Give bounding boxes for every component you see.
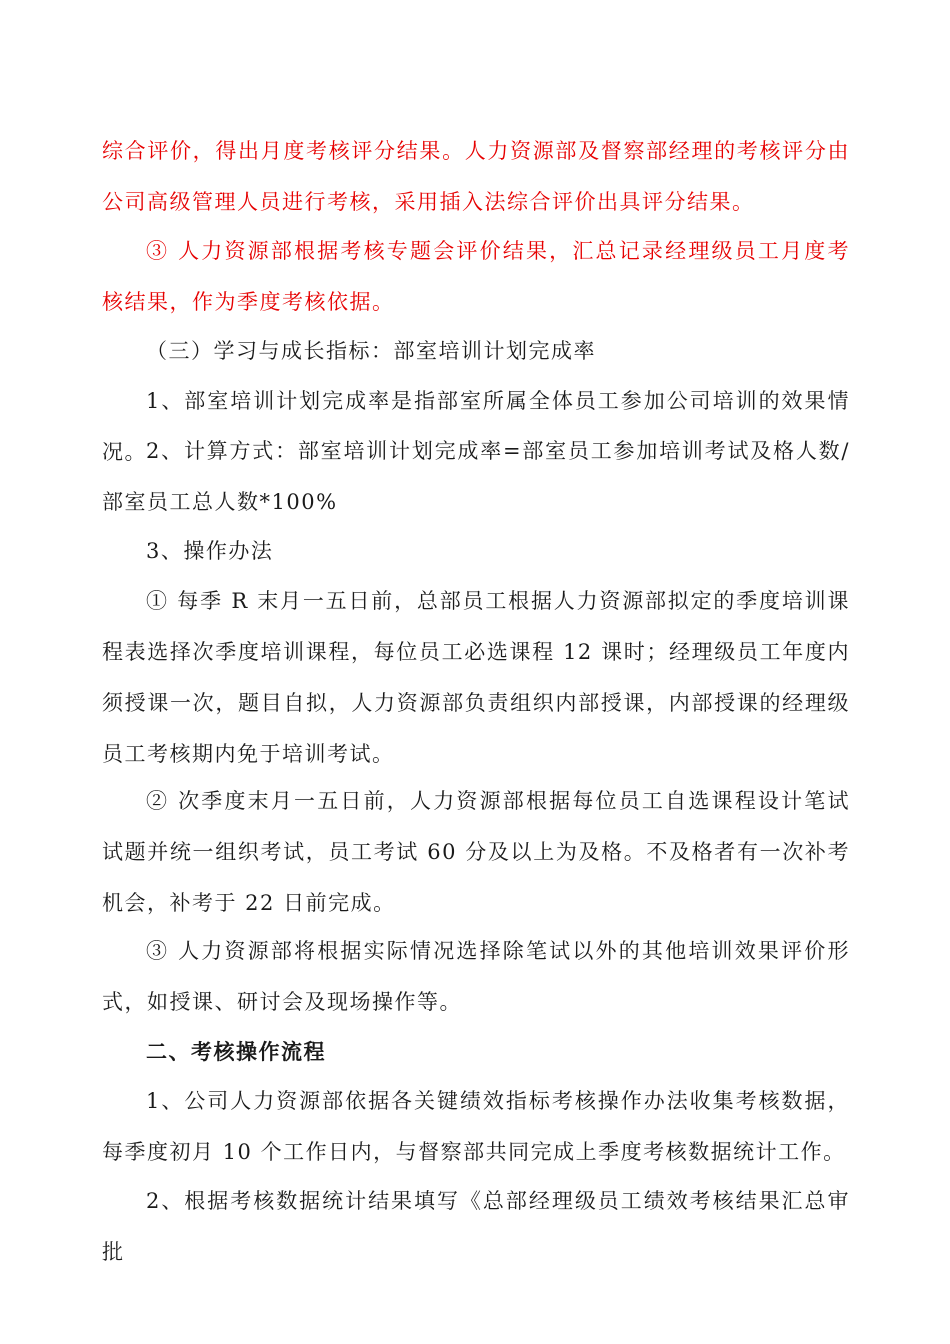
section-heading-process: 二、考核操作流程 [146,1039,326,1064]
paragraph-course-selection: ① 每季 R 末月一五日前，总部员工根据人力资源部拟定的季度培训课程表选择次季度培训课程，每位员工必选课程 12 课时；经理级员工年度内须授课一次，题目自拟，人力资源部负责组织内部授课，内部授课的经理级员工考核期内免于培训考试。 [102,589,850,766]
paragraph-definition: 1、部室培训计划完成率是指部室所属全体员工参加公司培训的效果情况。 [102,389,850,464]
paragraph-calculation: 2、计算方式：部室培训计划完成率=部室员工参加培训考试及格人数/部室员工总人数*100% [102,439,850,514]
paragraph-exam-organization: ② 次季度末月一五日前，人力资源部根据每位员工自选课程设计笔试试题并统一组织考试，员工考试 60 分及以上为及格。不及格者有一次补考机会，补考于 22 日前完成。 [102,789,850,915]
paragraph-other-evaluation: ③ 人力资源部将根据实际情况选择除笔试以外的其他培训效果评价形式，如授课、研讨会及现场操作等。 [102,939,850,1014]
paragraph-summary-record: ③ 人力资源部根据考核专题会评价结果，汇总记录经理级员工月度考核结果，作为季度考核依据。 [102,239,850,314]
paragraph-fill-form: 2、根据考核数据统计结果填写《总部经理级员工绩效考核结果汇总审批 [102,1189,850,1264]
section-heading-learning-growth: （三）学习与成长指标：部室培训计划完成率 [146,339,596,363]
paragraph-data-collection: 1、公司人力资源部依据各关键绩效指标考核操作办法收集考核数据，每季度初月 10 个工作日内，与督察部共同完成上季度考核数据统计工作。 [102,1089,850,1164]
paragraph-continued-evaluation: 综合评价，得出月度考核评分结果。人力资源部及督察部经理的考核评分由公司高级管理人员进行考核，采用插入法综合评价出具评分结果。 [102,139,850,214]
paragraph-operation-method: 3、操作办法 [146,539,274,563]
